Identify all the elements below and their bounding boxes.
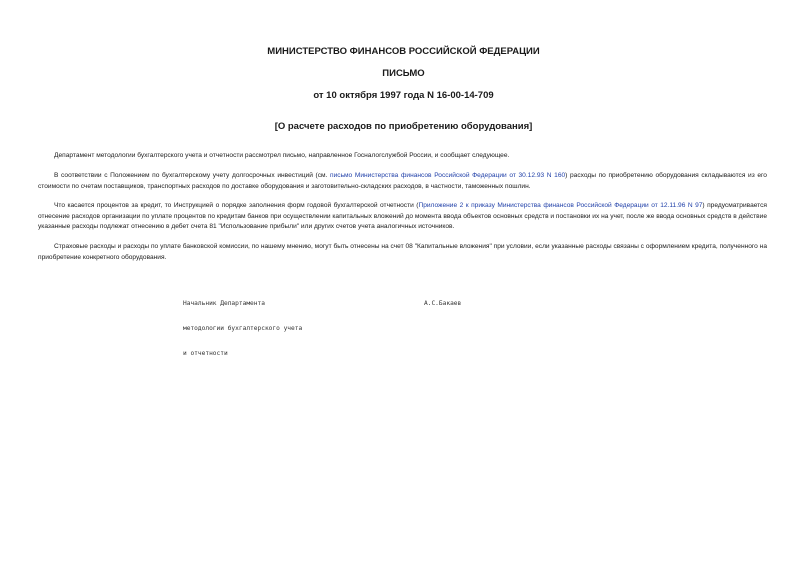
document-subject: [О расчете расходов по приобретению оборудования] bbox=[274, 121, 533, 132]
paragraph-2-text-a: В соответствии с Положением по бухгалтерскому учету долгосрочных инвестиций (см. bbox=[54, 172, 331, 179]
paragraph-4 bbox=[38, 242, 767, 263]
paragraph-3-text-b: ) предусматривается отнесение расходов организации по уплате процентов по кредитам банков при осуществлении капитальных вложений до момента ввода объектов основных средств и постановки их на учет, после же ввода основных средств в действие указанные расходы подлежат отнесению в дебет счета 81 "Использование прибыли" или других счетов учета аналогичных источников. bbox=[38, 202, 767, 230]
link-order-minfin-97[interactable]: Приложение 2 к приказу Министерства финансов Российской Федерации от 12.11.96 N 97 bbox=[418, 202, 703, 209]
link-letter-minfin-160[interactable]: письмо Министерства финансов Российской Федерации от 30.12.93 N 160 bbox=[330, 172, 566, 179]
signature-line-1: Начальник Департамента bbox=[183, 299, 265, 307]
paragraph-1 bbox=[38, 151, 767, 162]
paragraph-2 bbox=[38, 171, 767, 192]
document-date-number: от 10 октября 1997 года N 16-00-14-709 bbox=[313, 90, 494, 101]
paragraph-4-text: Страховые расходы и расходы по уплате банковской комиссии, по нашему мнению, могут быть отнесены на счет 08 "Капитальные вложения" при условии, если указанные расходы связаны с оформлением кредита, полученного на приобретение конкретного оборудования. bbox=[38, 243, 767, 261]
signature-line-3: и отчетности bbox=[183, 350, 228, 358]
signatory-name: А.С.Бакаев bbox=[424, 300, 462, 307]
paragraph-3-text-a: Что касается процентов за кредит, то Инструкцией о порядке заполнения форм годовой бухгалтерской отчетности ( bbox=[54, 202, 419, 209]
signature-position bbox=[183, 283, 302, 375]
paragraph-3 bbox=[38, 201, 767, 233]
ministry-title: МИНИСТЕРСТВО ФИНАНСОВ РОССИЙСКОЙ ФЕДЕРАЦИИ bbox=[267, 46, 540, 57]
document-type: ПИСЬМО bbox=[382, 68, 425, 79]
paragraph-2-text-b: ) расходы по приобретению оборудования складываются из его стоимости по счетам поставщиков, транспортных расходов по доставке оборудования и заготовительно-складских расходов, в частности, таможенных пошлин. bbox=[38, 172, 767, 190]
paragraph-1-text: Департамент методологии бухгалтерского учета и отчетности рассмотрел письмо, направленное Госналогслужбой России, и сообщает следующее. bbox=[54, 152, 510, 159]
signature-line-2: методологии бухгалтерского учета bbox=[183, 325, 303, 333]
